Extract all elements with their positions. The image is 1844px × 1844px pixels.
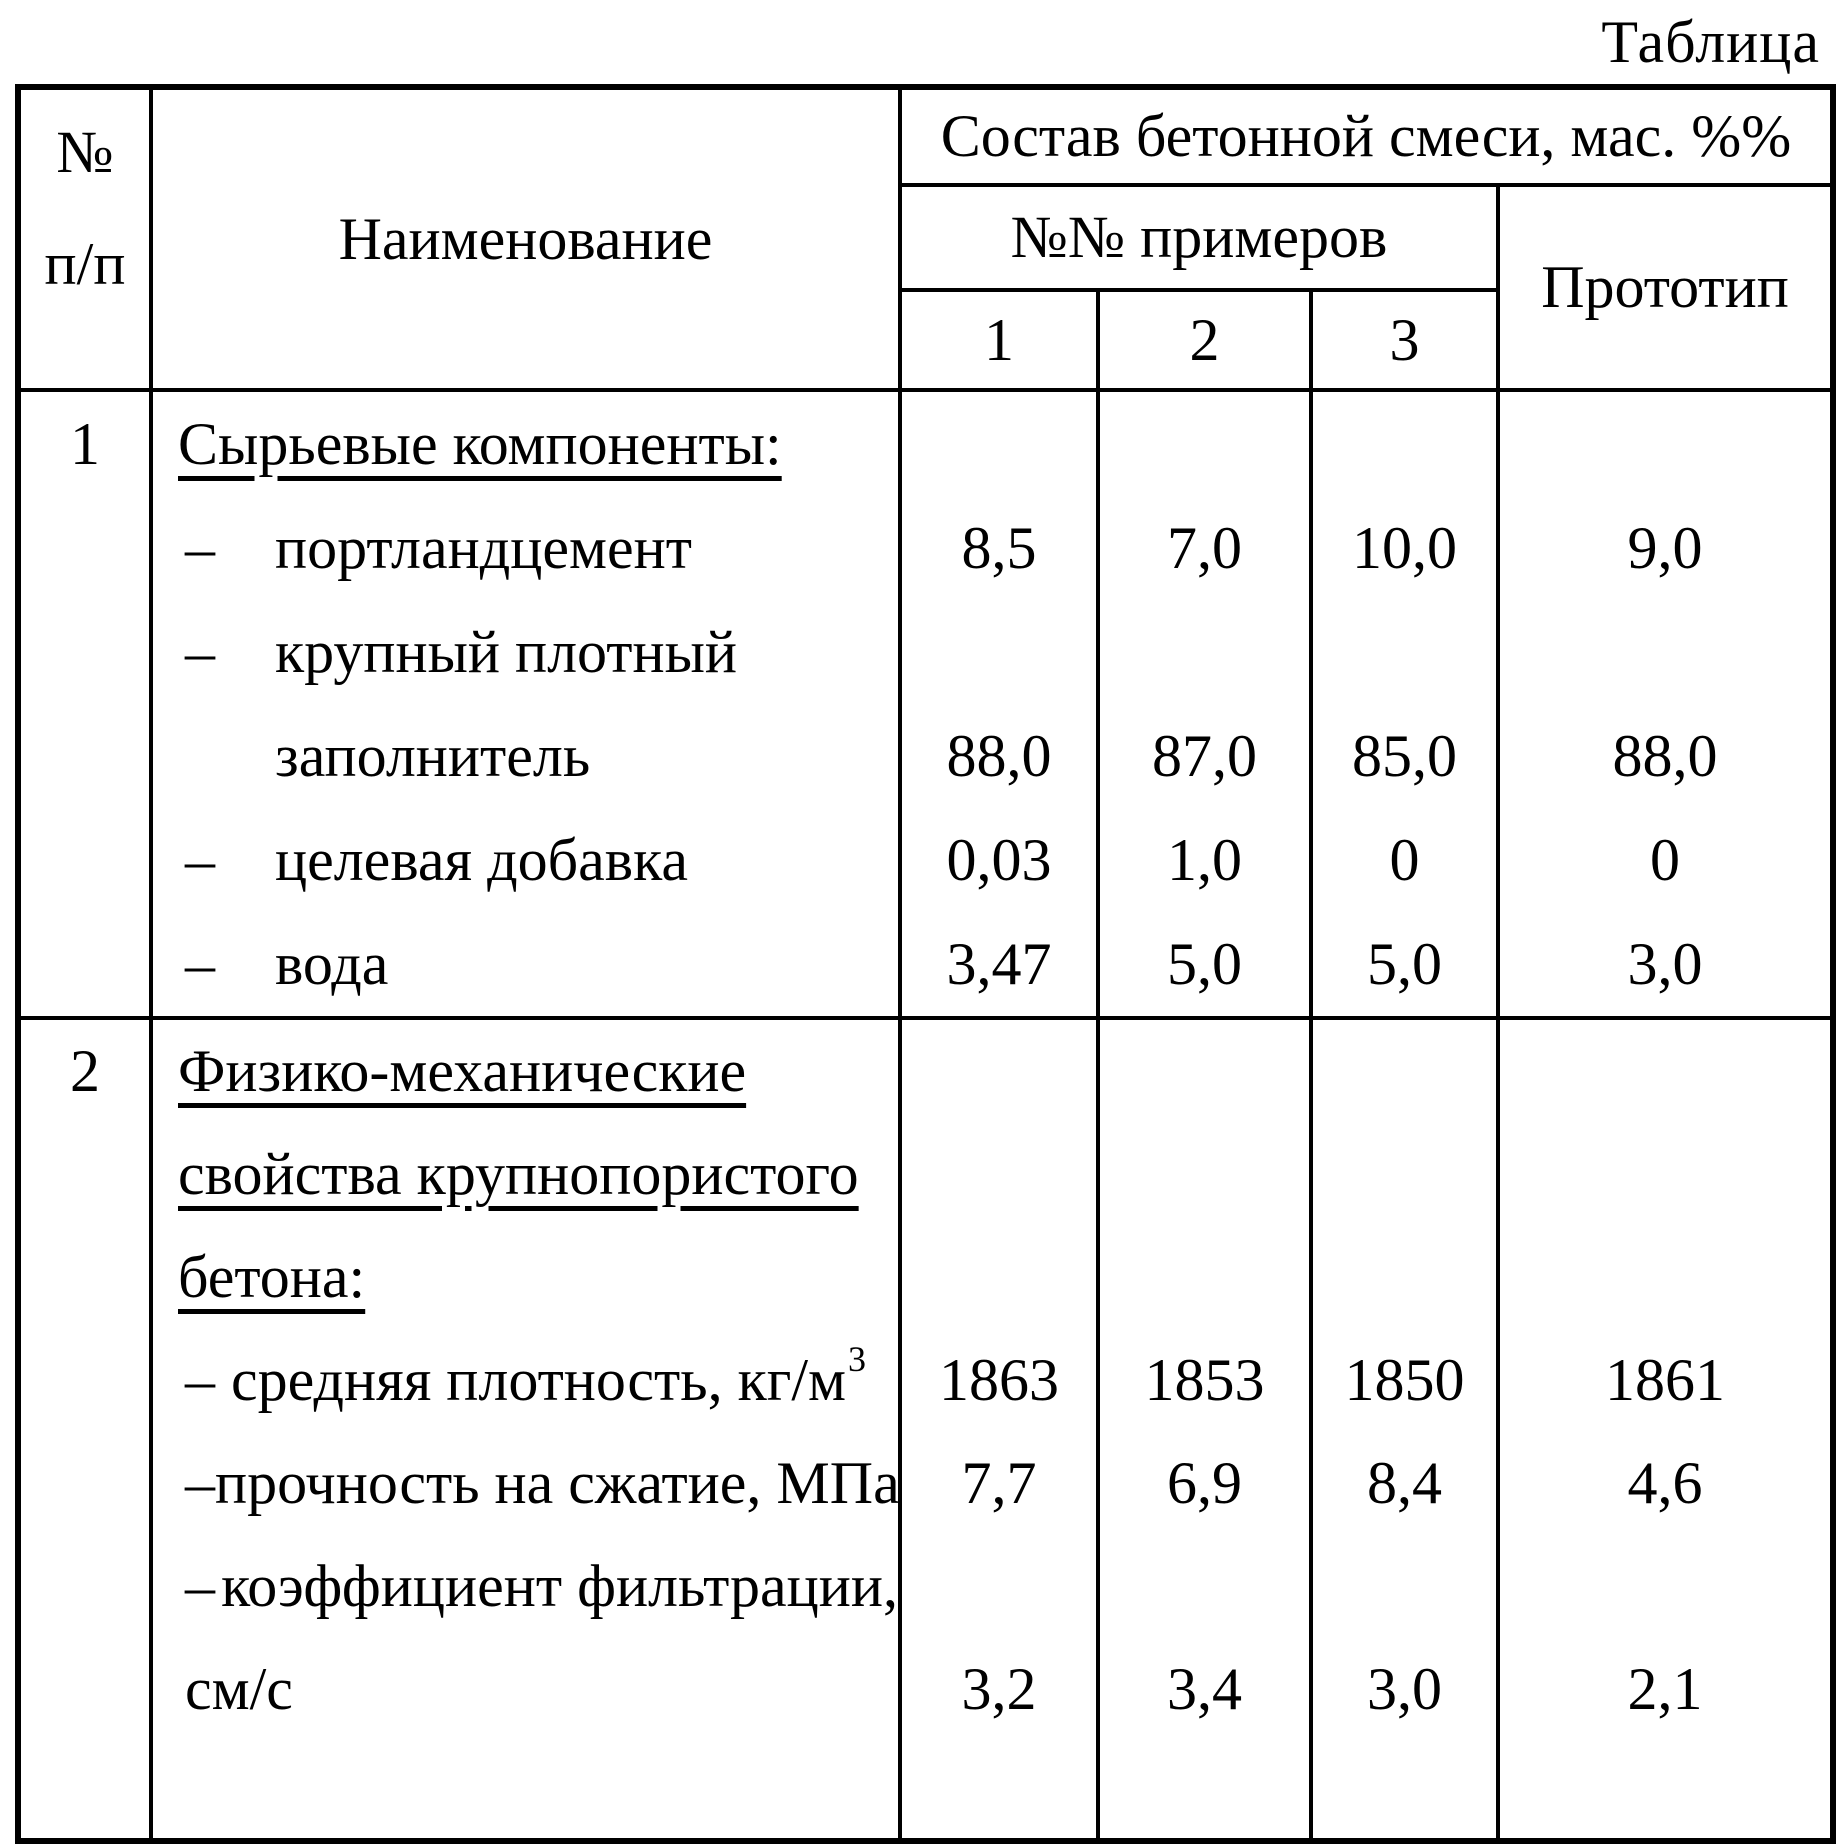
value-cell: 5,0	[1167, 930, 1242, 997]
value-cell: 1853	[1144, 1347, 1265, 1413]
value-cell: 88,0	[1612, 722, 1718, 789]
section-row-physical-properties	[18, 1018, 1833, 1841]
component-item	[153, 808, 898, 912]
col-header-example-2: 2	[1098, 290, 1311, 390]
table-caption: Таблица	[1601, 9, 1820, 75]
property-item-continuation	[153, 1638, 898, 1741]
property-label: см/с	[185, 1656, 293, 1722]
dash: –	[185, 826, 215, 893]
value-column-prototype	[1498, 390, 1833, 1018]
header-row-1	[18, 87, 1833, 185]
value-cell: 1863	[939, 1347, 1059, 1413]
value-cell: 8,4	[1367, 1450, 1442, 1516]
section-heading: Физико-механические	[178, 1038, 747, 1104]
value-cell: 3,0	[1367, 1656, 1442, 1722]
value-cell: 3,0	[1627, 930, 1703, 997]
value-cell: 7,7	[961, 1450, 1037, 1516]
dash: –	[185, 1347, 215, 1413]
value-cell: 0,03	[946, 826, 1052, 893]
component-item	[153, 600, 898, 704]
value-cell: 3,47	[946, 930, 1052, 997]
value-cell: 2,1	[1627, 1656, 1703, 1722]
value-cell: 8,5	[961, 514, 1037, 581]
component-item	[153, 496, 898, 600]
value-column-example-1	[900, 390, 1098, 1018]
value-cell: 5,0	[1367, 930, 1442, 997]
section-number: 1	[70, 410, 100, 477]
component-label: заполнитель	[275, 722, 591, 789]
property-item	[153, 1432, 898, 1535]
section-number-cell	[18, 1018, 151, 1841]
num-sign: №	[56, 118, 114, 185]
component-label: крупный плотный	[275, 618, 738, 685]
value-column-example-2	[1098, 390, 1311, 1018]
section-name-cell	[151, 390, 900, 1018]
value-column-example-3	[1311, 390, 1498, 1018]
value-column-example-3	[1311, 1018, 1498, 1841]
col-header-example-1: 1	[900, 290, 1098, 390]
value-cell: 85,0	[1352, 722, 1457, 789]
value-cell: 1,0	[1167, 826, 1242, 893]
section-heading: Сырьевые компоненты:	[178, 410, 782, 477]
value-cell: 6,9	[1167, 1450, 1242, 1516]
section-heading: свойства крупнопористого	[178, 1141, 859, 1207]
col-header-examples: №№ примеров	[900, 185, 1498, 290]
value-cell: 87,0	[1152, 722, 1257, 789]
section-row-raw-components	[18, 390, 1833, 1018]
superscript: 3	[848, 1338, 866, 1379]
col-header-name: Наименование	[151, 87, 900, 390]
value-cell: 10,0	[1352, 514, 1457, 581]
property-label: средняя плотность, кг/м	[231, 1347, 846, 1413]
section-number-cell	[18, 390, 151, 1018]
num-pp: п/п	[44, 230, 126, 297]
section-number: 2	[70, 1038, 100, 1104]
dash: –	[185, 930, 215, 997]
component-label: целевая добавка	[275, 826, 688, 893]
value-column-example-1	[900, 1018, 1098, 1841]
dash: –	[185, 618, 215, 685]
component-label: портландцемент	[275, 514, 692, 581]
value-cell: 9,0	[1627, 514, 1703, 581]
value-cell: 0	[1389, 826, 1420, 893]
value-cell: 3,2	[961, 1656, 1037, 1722]
value-cell: 1861	[1605, 1347, 1725, 1413]
component-item-continuation	[153, 704, 898, 808]
property-item	[153, 1535, 898, 1638]
property-item	[153, 1329, 898, 1432]
col-header-example-3: 3	[1311, 290, 1498, 390]
value-column-example-2	[1098, 1018, 1311, 1841]
value-column-prototype	[1498, 1018, 1833, 1841]
component-item	[153, 912, 898, 1016]
value-cell: 4,6	[1627, 1450, 1703, 1516]
dash: –	[185, 514, 215, 581]
concrete-mix-table	[15, 84, 1836, 1844]
component-label: вода	[275, 930, 389, 997]
value-cell: 3,4	[1167, 1656, 1242, 1722]
section-name-cell	[151, 1018, 900, 1841]
section-heading: бетона:	[178, 1244, 366, 1310]
col-header-composition: Состав бетонной смеси, мас. %%	[900, 87, 1833, 185]
value-cell: 88,0	[946, 722, 1052, 789]
value-cell: 1850	[1344, 1347, 1465, 1413]
dash: –	[185, 1553, 215, 1619]
value-cell: 0	[1650, 826, 1680, 893]
col-header-num	[18, 87, 151, 390]
dash: –	[185, 1450, 215, 1516]
property-label: прочность на сжатие, МПа	[215, 1450, 900, 1516]
col-header-prototype: Прототип	[1498, 185, 1833, 390]
value-cell: 7,0	[1167, 514, 1242, 581]
property-label: коэффициент фильтрации,	[221, 1553, 898, 1619]
